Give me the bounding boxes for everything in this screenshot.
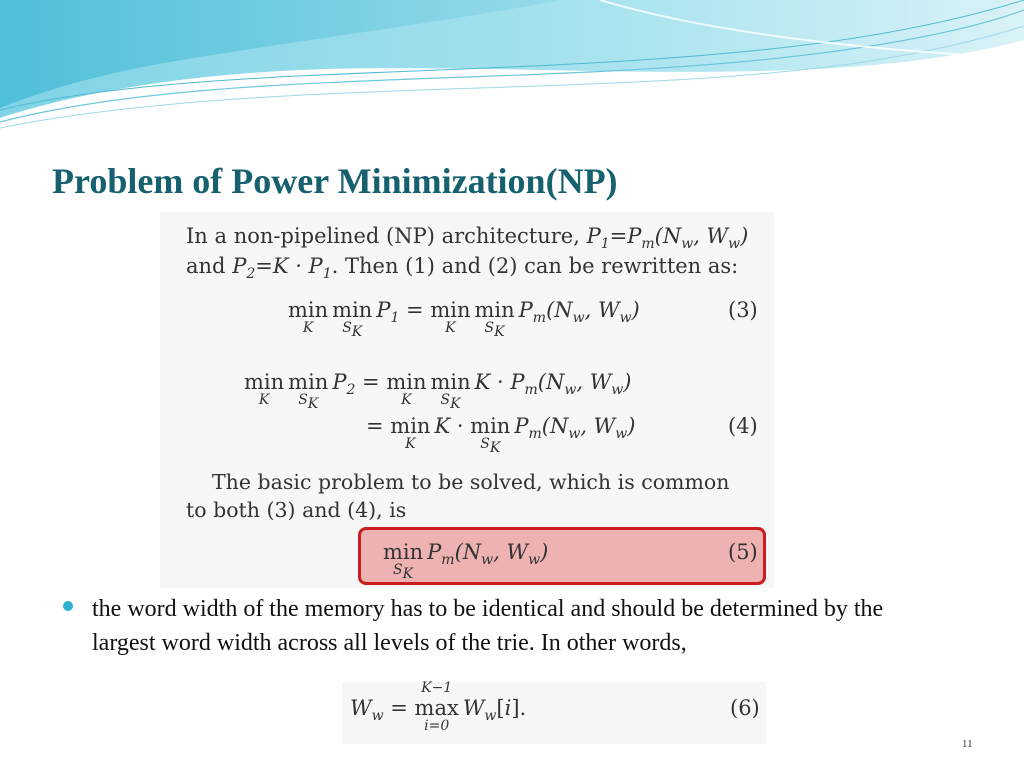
intro-math-1: $P_1=P_m(N_w$, $W_w$)	[586, 224, 749, 253]
equation-3: min K min $S_K$ $P_1 = \min$ K min $S_K$ $P_m(N_w$, $W_w$)	[288, 298, 640, 340]
intro-line-2: and $P_2=K \cdot P_1$. Then (1) and (2) can be rewritten as:	[186, 254, 739, 283]
equation-4b: = min K K · min $S_K$ $P_m(N_w$, $W_w$)	[366, 414, 636, 456]
intro-line-1	[186, 224, 748, 252]
equation-5-number: (5)	[728, 540, 758, 564]
bullet-icon	[63, 601, 73, 611]
equation-6-image	[342, 682, 766, 744]
equation-3-number: (3)	[728, 298, 758, 322]
header-wave-decoration	[0, 0, 1024, 140]
intro-text-1: In a non-pipelined (NP) architecture,	[186, 224, 580, 248]
equation-4a: min K min $S_K$ $P_2 = \min$ K min $S_K$ $K \cdot P_m(N_w$, $W_w$)	[244, 370, 632, 412]
bullet-text: the word width of the memory has to be identical and should be determined by the largest word width across all levels of the trie. In other words,	[92, 596, 884, 656]
equation-6-number: (6)	[730, 696, 760, 720]
intro-text-2: and	[186, 254, 226, 278]
intro-text-2b: Then (1) and (2) can be rewritten as:	[344, 254, 739, 278]
page-number: 11	[962, 738, 973, 750]
slide-title: Problem of Power Minimization(NP)	[52, 161, 618, 201]
paragraph-line-1: The basic problem to be solved, which is common	[212, 470, 730, 494]
equation-4-number: (4)	[728, 414, 758, 438]
equation-6: $W_w$ = K−1 max i=0 $W_w[i]$.	[350, 680, 527, 734]
paragraph-line-2: to both (3) and (4), is	[186, 498, 407, 522]
intro-math-2: $P_2=K \cdot P_1$	[232, 254, 332, 283]
equation-5: min $S_K$ $P_m(N_w$, $W_w$)	[383, 540, 549, 582]
